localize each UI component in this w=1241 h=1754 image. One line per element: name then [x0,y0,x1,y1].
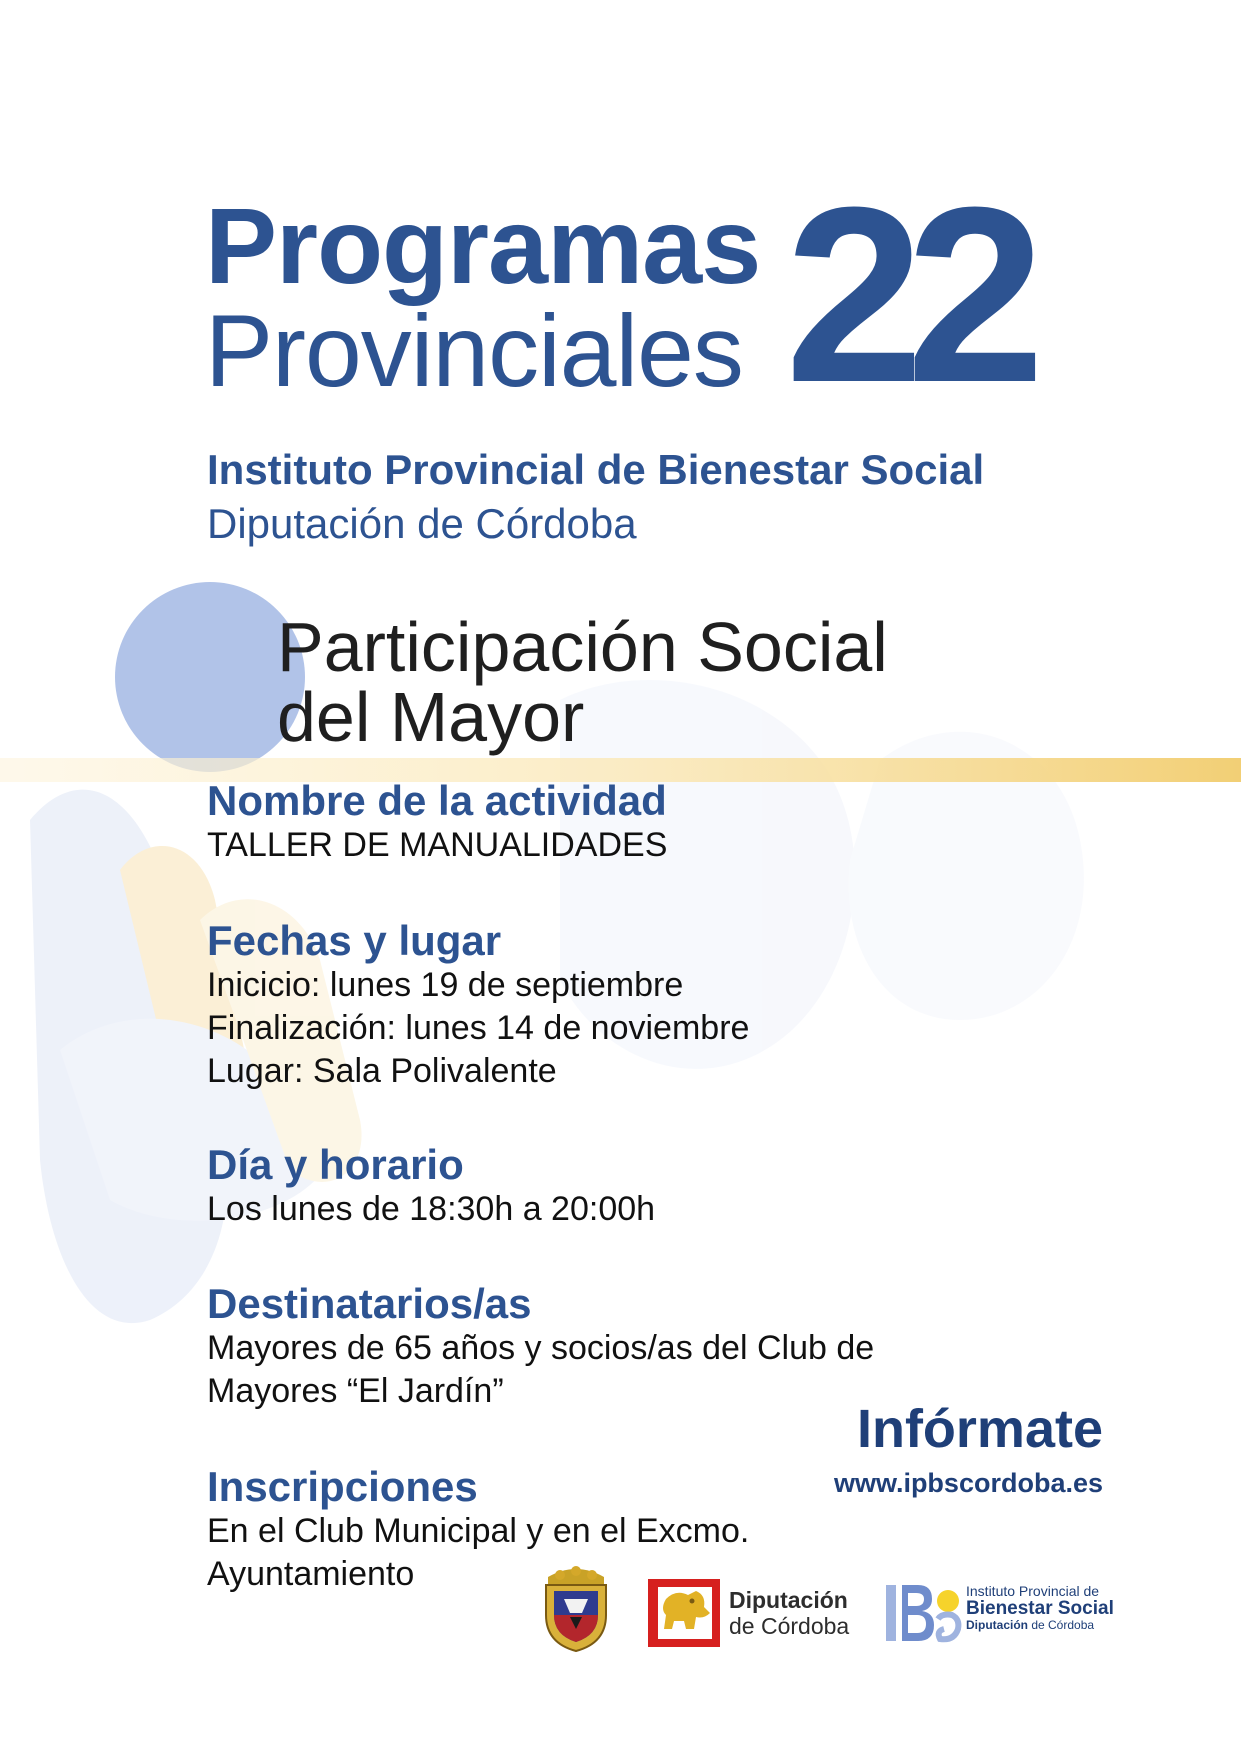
ipbs-logo-line3 [966,1617,1114,1634]
section-text: Inicicio: lunes 19 de septiembre [207,966,684,1005]
section-heading: Nombre de la actividad [207,777,667,824]
section-text: Finalización: lunes 14 de noviembre [207,1009,750,1048]
program-title-line2: del Mayor [277,678,585,756]
ipbs-logo-line3-bold: Diputación [966,1618,1028,1632]
ipbs-logo-mark [882,1579,964,1645]
section-heading: Día y horario [207,1141,464,1188]
website-link[interactable]: www.ipbscordoba.es [833,1468,1103,1498]
logos-footer [536,1565,1114,1655]
section-audience [207,1281,874,1413]
section-heading: Fechas y lugar [207,917,502,964]
section-text: En el Club Municipal y en el Excmo. [207,1512,750,1551]
section-schedule [207,1142,655,1231]
diputacion-logo-line2: de Córdoba [729,1613,850,1639]
diputacion-logo-mark [648,1579,720,1647]
ipbs-logo-text [966,1583,1114,1634]
section-text: Mayores de 65 años y socios/as del Club de [207,1329,875,1368]
institution-subtitle: Diputación de Córdoba [207,500,637,547]
year-number: 22 [785,155,1028,434]
ipbs-logo-line2: Bienestar Social [966,1598,1114,1619]
program-title [277,608,888,756]
diputacion-logo-line1: Diputación [729,1587,848,1613]
institution-name: Instituto Provincial de Bienestar Social [207,446,985,493]
ipbs-logo-line1: Instituto Provincial de [966,1583,1100,1599]
section-activity [207,778,667,867]
town-crest-logo [536,1565,616,1653]
diputacion-logo-text [729,1587,849,1639]
title-provinciales: Provinciales [205,294,743,408]
section-text: Mayores “El Jardín” [207,1372,504,1411]
section-text: TALLER DE MANUALIDADES [207,826,668,865]
section-dates [207,918,749,1093]
section-heading: Destinatarios/as [207,1280,532,1327]
section-heading: Inscripciones [207,1463,478,1510]
title-programas: Programas [205,185,761,306]
ipbs-logo-line3-rest: de Córdoba [1028,1618,1095,1632]
section-text: Los lunes de 18:30h a 20:00h [207,1190,656,1229]
program-title-line1: Participación Social [277,608,888,686]
informate-heading: Infórmate [856,1399,1103,1459]
section-text: Ayuntamiento [207,1555,415,1594]
section-text: Lugar: Sala Polivalente [207,1052,557,1091]
